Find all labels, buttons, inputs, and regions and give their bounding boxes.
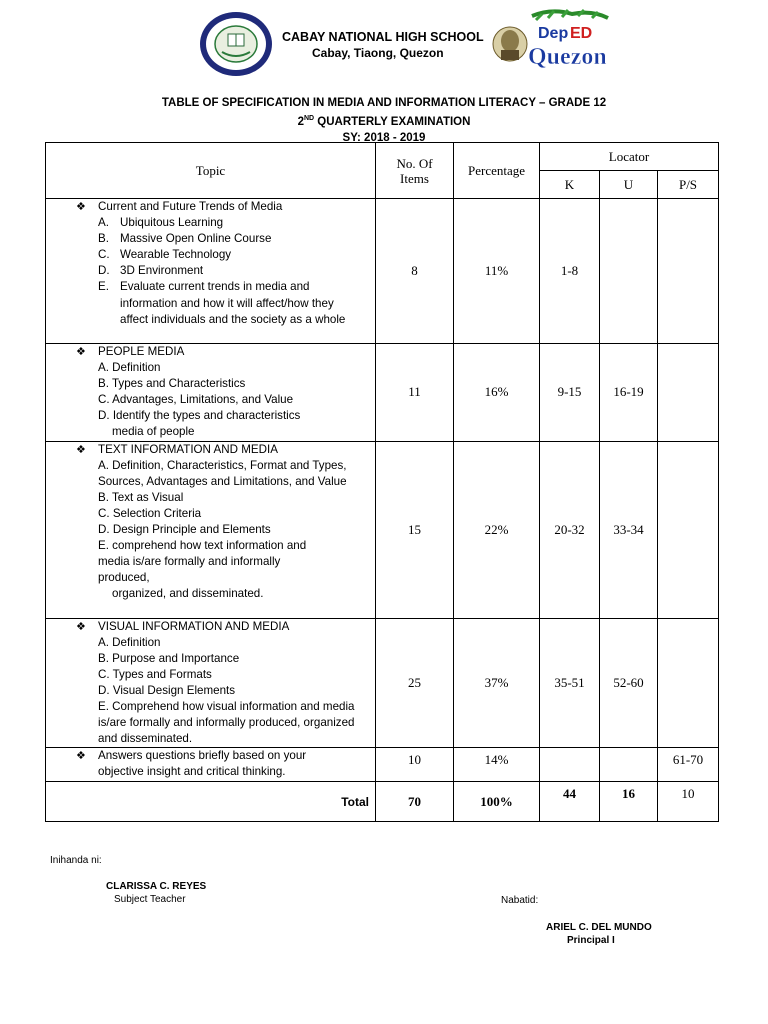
u-cell	[600, 199, 658, 344]
k-cell	[540, 748, 600, 782]
diamond-bullet-icon: ❖	[76, 346, 86, 358]
total-ps: 10	[658, 782, 719, 822]
diamond-bullet-icon: ❖	[76, 201, 86, 213]
title-line-3: SY: 2018 - 2019	[342, 131, 426, 144]
table-row	[46, 618, 719, 748]
percentage-cell: 22%	[454, 441, 540, 618]
svg-text:ED: ED	[570, 25, 593, 42]
teacher-name: CLARISSA C. REYES	[106, 881, 207, 892]
percentage-cell: 11%	[454, 199, 540, 344]
header-locator: Locator	[540, 143, 719, 171]
specification-table	[45, 142, 719, 822]
total-row	[46, 782, 719, 822]
items-cell: 8	[376, 199, 454, 344]
teacher-title: Subject Teacher	[114, 894, 186, 905]
u-cell: 52-60	[600, 618, 658, 748]
items-cell: 11	[376, 344, 454, 442]
principal-title: Principal I	[567, 935, 615, 946]
document-title	[0, 95, 768, 146]
total-items: 70	[376, 782, 454, 822]
header-items: No. Of Items	[376, 143, 454, 199]
percentage-cell: 37%	[454, 618, 540, 748]
diamond-bullet-icon: ❖	[76, 443, 86, 456]
svg-text:Quezon: Quezon	[528, 44, 607, 70]
u-cell: 33-34	[600, 441, 658, 618]
topic-cell: ❖ Answers questions briefly based on your objective insight and critical thinking.	[46, 748, 376, 782]
k-cell: 1-8	[540, 199, 600, 344]
topic-cell: ❖ TEXT INFORMATION AND MEDIA A. Definition, Characteristics, Format and Types, Sources, Advantages and Limitations, and Value B. Text as Visual C. Selection Criteria D. Design Principle and Elements E. comprehend how text information and media is/are formally and informally produced, organized, and disseminated.	[46, 441, 376, 618]
k-cell: 20-32	[540, 441, 600, 618]
svg-text:Dep: Dep	[538, 25, 569, 42]
ps-cell	[658, 344, 719, 442]
noted-by-label: Nabatid:	[501, 895, 539, 906]
total-label: Total	[46, 782, 376, 822]
total-u: 16	[600, 782, 658, 822]
total-k: 44	[540, 782, 600, 822]
percentage-cell: 16%	[454, 344, 540, 442]
ps-cell	[658, 618, 719, 748]
table-row	[46, 344, 719, 442]
ps-cell	[658, 441, 719, 618]
u-cell: 16-19	[600, 344, 658, 442]
topic-cell: ❖ Current and Future Trends of Media A. Ubiquitous Learning B. Massive Open Online Course C. Wearable Technology D. 3D Environment E. Evaluate current trends in media and information and how it will affect/how they affect individuals and the society as a whole	[46, 199, 376, 344]
table-row	[46, 748, 719, 782]
diamond-bullet-icon: ❖	[76, 620, 86, 633]
prepared-by-label: Inihanda ni:	[50, 855, 102, 866]
k-cell: 9-15	[540, 344, 600, 442]
ps-cell: 61-70	[658, 748, 719, 782]
principal-name: ARIEL C. DEL MUNDO	[546, 922, 652, 933]
items-cell: 10	[376, 748, 454, 782]
k-cell: 35-51	[540, 618, 600, 748]
header-ps: P/S	[658, 171, 719, 199]
items-cell: 25	[376, 618, 454, 748]
school-name: CABAY NATIONAL HIGH SCHOOL	[282, 30, 484, 44]
total-percentage: 100%	[454, 782, 540, 822]
header-u: U	[600, 171, 658, 199]
header-percentage: Percentage	[454, 143, 540, 199]
diamond-bullet-icon: ❖	[76, 750, 86, 763]
topic-cell: ❖ PEOPLE MEDIA A. Definition B. Types and Characteristics C. Advantages, Limitations, and Value D. Identify the types and characteristics media of people	[46, 344, 376, 442]
school-seal-icon	[198, 10, 274, 78]
title-line-1: TABLE OF SPECIFICATION IN MEDIA AND INFORMATION LITERACY – GRADE 12	[161, 97, 607, 109]
topic-cell: ❖ VISUAL INFORMATION AND MEDIA A. Definition B. Purpose and Importance C. Types and Formats D. Visual Design Elements E. Comprehend how visual information and media is/are formally and informally produced, organized and disseminated.	[46, 618, 376, 748]
table-row	[46, 199, 719, 344]
ps-cell	[658, 199, 719, 344]
percentage-cell: 14%	[454, 748, 540, 782]
items-cell: 15	[376, 441, 454, 618]
deped-quezon-logo-icon	[492, 8, 612, 78]
document-header	[198, 8, 618, 80]
school-address: Cabay, Tiaong, Quezon	[312, 46, 444, 60]
table-row	[46, 441, 719, 618]
header-k: K	[540, 171, 600, 199]
u-cell	[600, 748, 658, 782]
header-topic: Topic	[46, 143, 376, 199]
title-line-2: 2ND QUARTERLY EXAMINATION	[297, 115, 471, 128]
